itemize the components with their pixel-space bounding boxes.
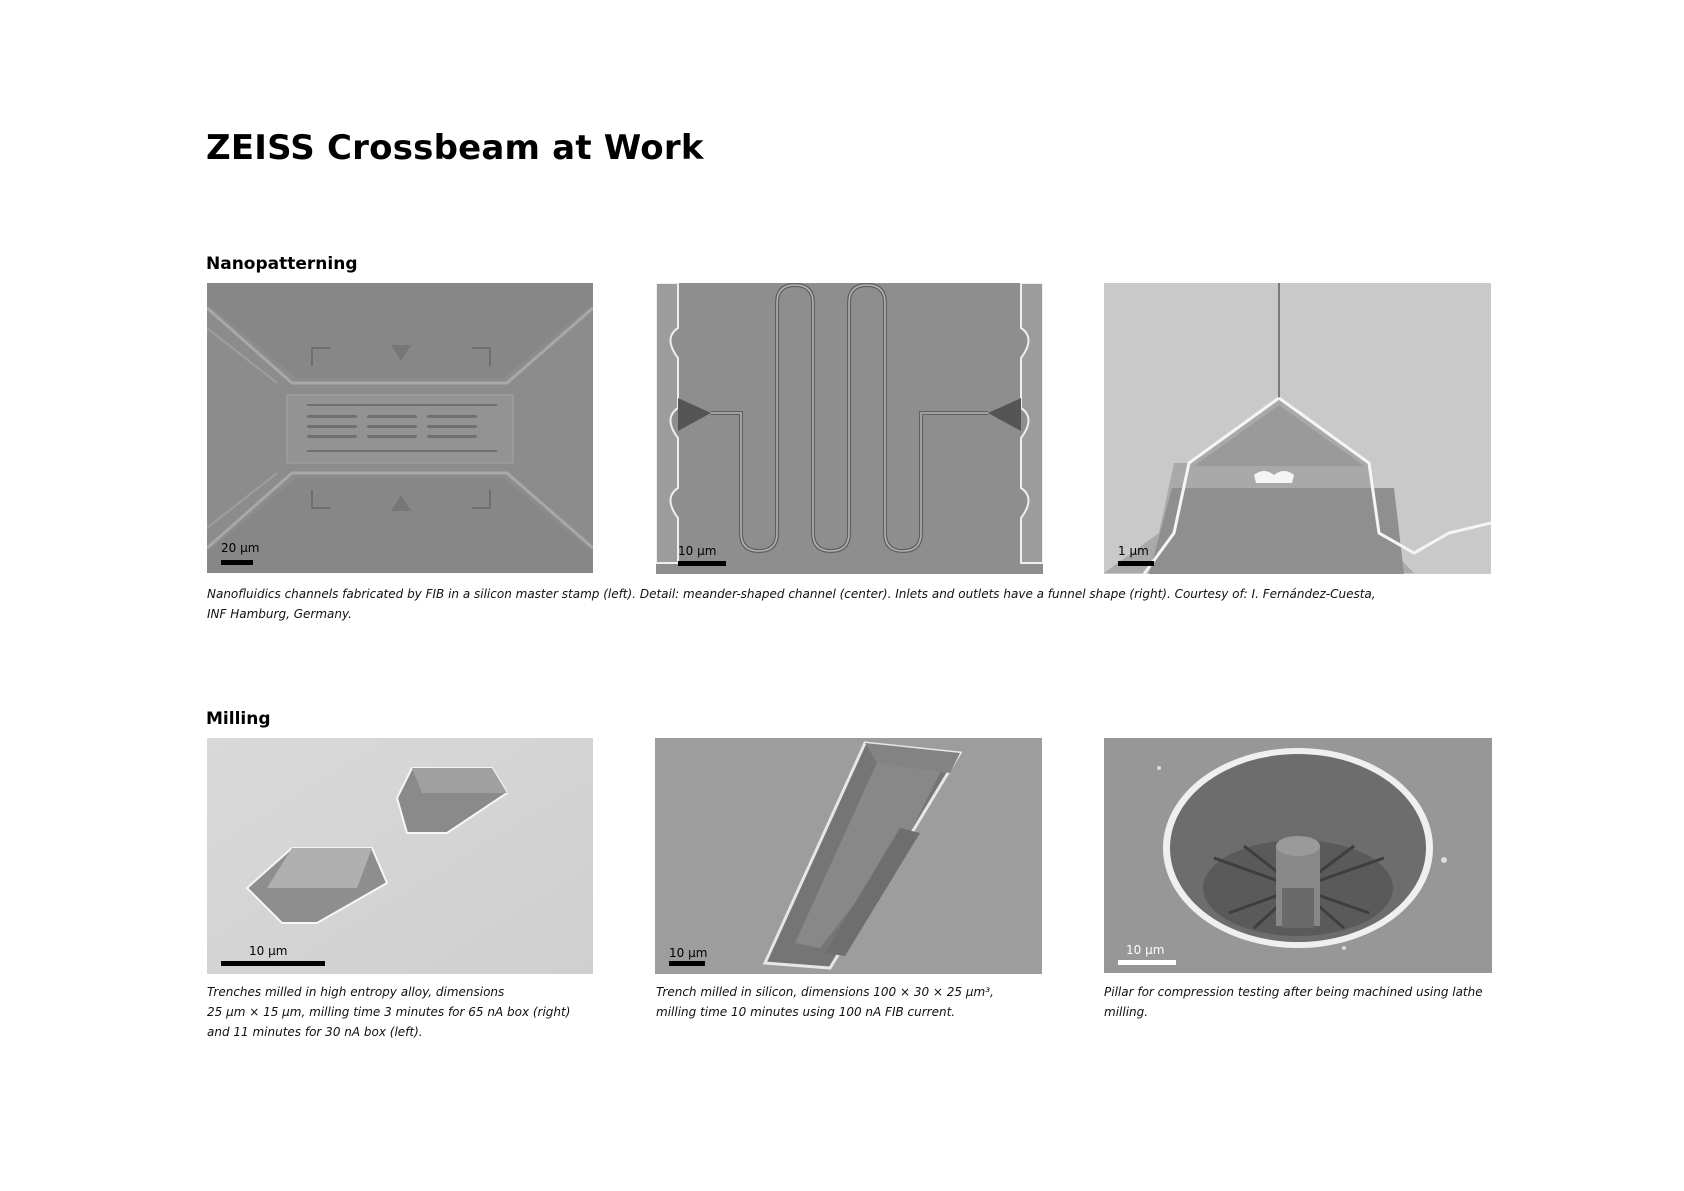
scale-bar xyxy=(669,961,705,966)
trenches-alloy-image xyxy=(207,738,593,974)
scale-label: 20 µm xyxy=(221,541,260,555)
scale-bar xyxy=(221,560,253,565)
meander-channel-image xyxy=(656,283,1043,574)
pillar-image xyxy=(1104,738,1492,973)
scale-label: 10 µm xyxy=(249,944,288,958)
caption-line: Pillar for compression testing after being machined using lathe xyxy=(1104,985,1483,999)
section-heading-milling: Milling xyxy=(206,709,271,729)
nanofluidic-stamp-image xyxy=(207,283,593,573)
section-heading-nanopatterning: Nanopatterning xyxy=(206,254,358,274)
scale-label: 10 µm xyxy=(669,946,708,960)
caption-line: 25 µm × 15 µm, milling time 3 minutes for 65 nA box (right) xyxy=(207,1005,571,1019)
caption-pillar xyxy=(1104,982,1524,1022)
caption-line: and 11 minutes for 30 nA box (left). xyxy=(207,1025,423,1039)
caption-line: INF Hamburg, Germany. xyxy=(207,607,352,621)
caption-nanopatterning xyxy=(207,584,1507,624)
page-title: ZEISS Crossbeam at Work xyxy=(206,128,704,168)
scale-label: 1 µm xyxy=(1118,544,1149,558)
scale-bar xyxy=(1118,561,1154,566)
caption-line: milling time 10 minutes using 100 nA FIB current. xyxy=(656,1005,956,1019)
caption-trench-silicon xyxy=(656,982,1056,1022)
trench-silicon-image xyxy=(655,738,1042,974)
caption-line: Nanofluidics channels fabricated by FIB in a silicon master stamp (left). Detail: meander-shaped channel (center). Inlets and outlets have a funnel shape (right). Courtesy of: I. Fernández-Cuesta, xyxy=(207,587,1376,601)
funnel-inlet-image xyxy=(1104,283,1491,574)
scale-label: 10 µm xyxy=(678,544,717,558)
caption-line: milling. xyxy=(1104,1005,1149,1019)
scale-bar xyxy=(221,961,325,966)
scale-bar xyxy=(1118,960,1176,965)
caption-line: Trenches milled in high entropy alloy, dimensions xyxy=(207,985,505,999)
caption-line: Trench milled in silicon, dimensions 100 × 30 × 25 µm³, xyxy=(656,985,994,999)
caption-trenches-alloy xyxy=(207,982,607,1042)
scale-label: 10 µm xyxy=(1126,943,1165,957)
scale-bar xyxy=(678,561,726,566)
